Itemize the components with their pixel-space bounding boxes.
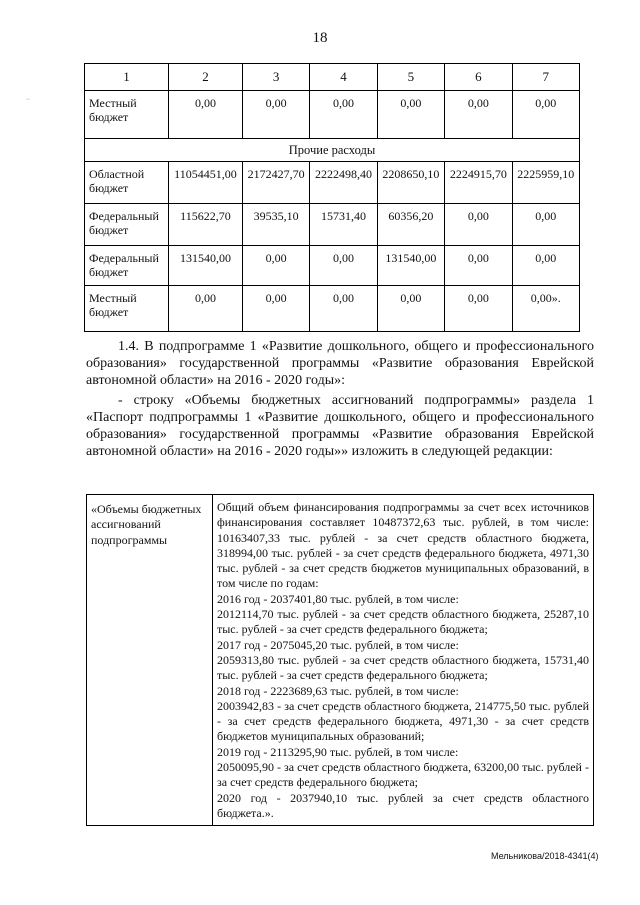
header-cell: 7 xyxy=(512,64,579,91)
table-cell: 60356,20 xyxy=(377,204,444,246)
table-row xyxy=(85,204,580,246)
passport-label: «Объемы бюджетных ассигнований подпрограммы xyxy=(87,495,213,826)
table-cell: 0,00 xyxy=(242,286,309,332)
passport-line: 2050095,90 - за счет средств областного бюджета, 63200,00 тыс. рублей - за счет средств федерального бюджета; xyxy=(217,760,589,790)
table-cell: 0,00 xyxy=(445,286,512,332)
table-cell: 0,00 xyxy=(242,91,309,139)
table-cell: 0,00 xyxy=(512,91,579,139)
table-row xyxy=(85,91,580,139)
passport-line: 2016 год - 2037401,80 тыс. рублей, в том числе: xyxy=(217,591,459,606)
table-cell: 0,00 xyxy=(512,204,579,246)
passport-line: 2018 год - 2223689,63 тыс. рублей, в том числе: xyxy=(217,683,459,698)
table-cell: 0,00 xyxy=(169,91,243,139)
table-cell: 0,00 xyxy=(512,246,579,286)
table-cell: 115622,70 xyxy=(169,204,243,246)
passport-line: 2059313,80 тыс. рублей - за счет средств областного бюджета, 15731,40 тыс. рублей - за счет средств федерального бюджета; xyxy=(217,652,589,683)
section-title: Прочие расходы xyxy=(85,139,580,162)
table-cell: 0,00 xyxy=(445,204,512,246)
table-cell: 0,00 xyxy=(310,91,377,139)
table-cell: 2172427,70 xyxy=(242,162,309,204)
paragraph-1-4: 1.4. В подпрограмме 1 «Развитие дошкольного, общего и профессионального образования» государственной программы «Развитие образования Еврейской автономной области» на 2016 - 2020 годы»: xyxy=(86,339,594,388)
table-cell: 2224915,70 xyxy=(445,162,512,204)
table-cell: 0,00». xyxy=(512,286,579,332)
header-cell: 6 xyxy=(445,64,512,91)
table-cell: 0,00 xyxy=(445,91,512,139)
section-row xyxy=(85,139,580,162)
table-row xyxy=(85,246,580,286)
passport-line: 2012114,70 тыс. рублей - за счет средств областного бюджета, 25287,10 тыс. рублей - за счет средств федерального бюджета; xyxy=(217,607,589,637)
table-cell: 15731,40 xyxy=(310,204,377,246)
header-cell: 1 xyxy=(85,64,169,91)
table-cell: 0,00 xyxy=(377,91,444,139)
row-label: Местный бюджет xyxy=(85,286,169,332)
passport-line: Общий объем финансирования подпрограммы за счет всех источников финансирования составляет 10487372,63 тыс. рублей, в том числе: 10163407,33 тыс. рублей - за счет средств областного бюджета, 318994,00 тыс. рублей - за счет средств федерального бюджета, 4971,30 тыс. рублей - за счет средств бюджетов муниципальных образований, в том числе по годам: xyxy=(217,500,589,591)
passport-line: 2003942,83 - за счет средств областного бюджета, 214775,50 тыс. рублей - за счет средств федерального бюджета, 4971,30 - за счет средств бюджетов муниципальных образований; xyxy=(217,698,589,744)
budget-table xyxy=(84,63,580,332)
passport-row xyxy=(87,495,594,826)
passport-line: 2020 год - 2037940,10 тыс. рублей за счет средств областного бюджета.». xyxy=(217,790,589,820)
row-label: Областной бюджет xyxy=(85,162,169,204)
table-cell: 0,00 xyxy=(310,286,377,332)
paragraph-amendment: - строку «Объемы бюджетных ассигнований подпрограммы» раздела 1 «Паспорт подпрограммы 1 «Развитие дошкольного, общего и профессионального образования» государственной программы «Развитие образования Еврейской автономной области» на 2016 - 2020 годы»» изложить в следующей редакции: xyxy=(86,393,594,459)
row-label: Федеральный бюджет xyxy=(85,246,169,286)
table-cell: 39535,10 xyxy=(242,204,309,246)
table-cell: 131540,00 xyxy=(377,246,444,286)
passport-table xyxy=(86,494,594,826)
table-cell: 2208650,10 xyxy=(377,162,444,204)
row-label: Федеральный бюджет xyxy=(85,204,169,246)
header-cell: 3 xyxy=(242,64,309,91)
table-header-row xyxy=(85,64,580,91)
footer-reference: Мельникова/2018-4341(4) xyxy=(491,851,599,861)
margin-mark: ~ xyxy=(26,96,30,104)
table-cell: 2222498,40 xyxy=(310,162,377,204)
table-cell: 11054451,00 xyxy=(169,162,243,204)
row-label: Местный бюджет xyxy=(85,91,169,139)
page-number: 18 xyxy=(312,30,328,46)
passport-line: 2019 год - 2113295,90 тыс. рублей, в том числе: xyxy=(217,744,459,759)
table-cell: 131540,00 xyxy=(169,246,243,286)
passport-content xyxy=(213,495,594,826)
header-cell: 2 xyxy=(169,64,243,91)
header-cell: 4 xyxy=(310,64,377,91)
table-row xyxy=(85,286,580,332)
header-cell: 5 xyxy=(377,64,444,91)
table-cell: 0,00 xyxy=(445,246,512,286)
passport-line: 2017 год - 2075045,20 тыс. рублей, в том числе: xyxy=(217,637,459,652)
table-cell: 0,00 xyxy=(310,246,377,286)
table-cell: 0,00 xyxy=(169,286,243,332)
table-cell: 0,00 xyxy=(377,286,444,332)
table-cell: 0,00 xyxy=(242,246,309,286)
table-row xyxy=(85,162,580,204)
table-cell: 2225959,10 xyxy=(512,162,579,204)
